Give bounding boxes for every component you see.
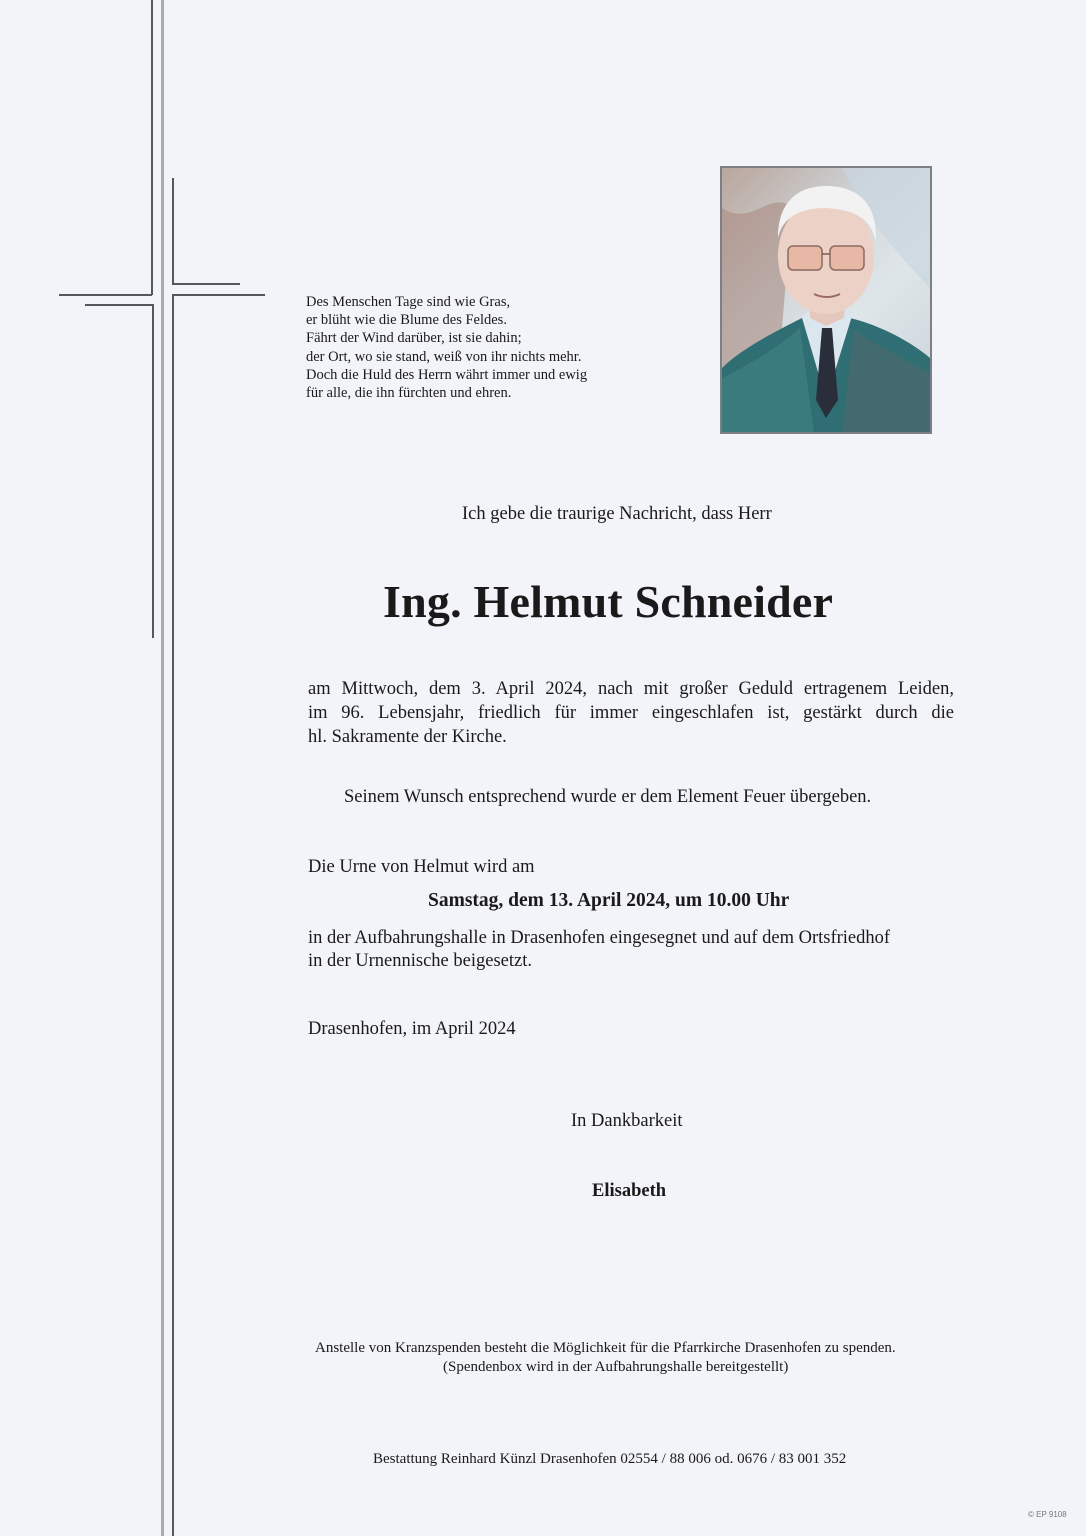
donation-note: Anstelle von Kranzspenden besteht die Möglichkeit für die Pfarrkirche Drasenhofen zu spenden. <box>315 1340 896 1356</box>
intro-text: Ich gebe die traurige Nachricht, dass Herr <box>462 504 772 524</box>
quote-line: Des Menschen Tage sind wie Gras, <box>306 294 511 310</box>
funeral-detail: in der Aufbahrungshalle in Drasenhofen eingesegnet und auf dem Ortsfriedhof <box>308 928 891 948</box>
donation-note-sub: (Spendenbox wird in der Aufbahrungshalle bereitgestellt) <box>443 1359 789 1375</box>
print-code: © EP 9108 <box>1028 1510 1067 1519</box>
funeral-detail: in der Urnennische beigesetzt. <box>308 951 532 971</box>
quote-line: für alle, die ihn fürchten und ehren. <box>306 385 512 402</box>
death-line: hl. Sakramente der Kirche. <box>308 727 507 747</box>
quote-line: der Ort, wo sie stand, weiß von ihr nichts mehr. <box>306 348 582 365</box>
portrait-image <box>722 168 930 432</box>
psalm-quote <box>306 293 587 402</box>
funeral-datetime: Samstag, dem 13. April 2024, um 10.00 Uhr <box>428 890 790 911</box>
signatory-name: Elisabeth <box>592 1181 667 1201</box>
gratitude-text: In Dankbarkeit <box>571 1111 683 1131</box>
wish-text: Seinem Wunsch entsprechend wurde er dem Element Feuer übergeben. <box>344 787 872 807</box>
funeral-lead: Die Urne von Helmut wird am <box>308 857 535 877</box>
undertaker-contact: Bestattung Reinhard Künzl Drasenhofen 02554 / 88 006 od. 0676 / 83 001 352 <box>373 1451 847 1467</box>
portrait-photo <box>720 166 932 434</box>
death-line: am Mittwoch, dem 3. April 2024, nach mit großer Geduld ertragenem Leiden, <box>308 679 954 699</box>
quote-line: Doch die Huld des Herrn währt immer und ewig <box>306 366 588 383</box>
place-date: Drasenhofen, im April 2024 <box>308 1019 516 1039</box>
death-line: im 96. Lebensjahr, friedlich für immer eingeschlafen ist, gestärkt durch die <box>308 703 954 723</box>
quote-line: Fährt der Wind darüber, ist sie dahin; <box>306 330 522 347</box>
quote-line: er blüht wie die Blume des Feldes. <box>306 312 507 329</box>
deceased-name: Ing. Helmut Schneider <box>383 576 834 627</box>
